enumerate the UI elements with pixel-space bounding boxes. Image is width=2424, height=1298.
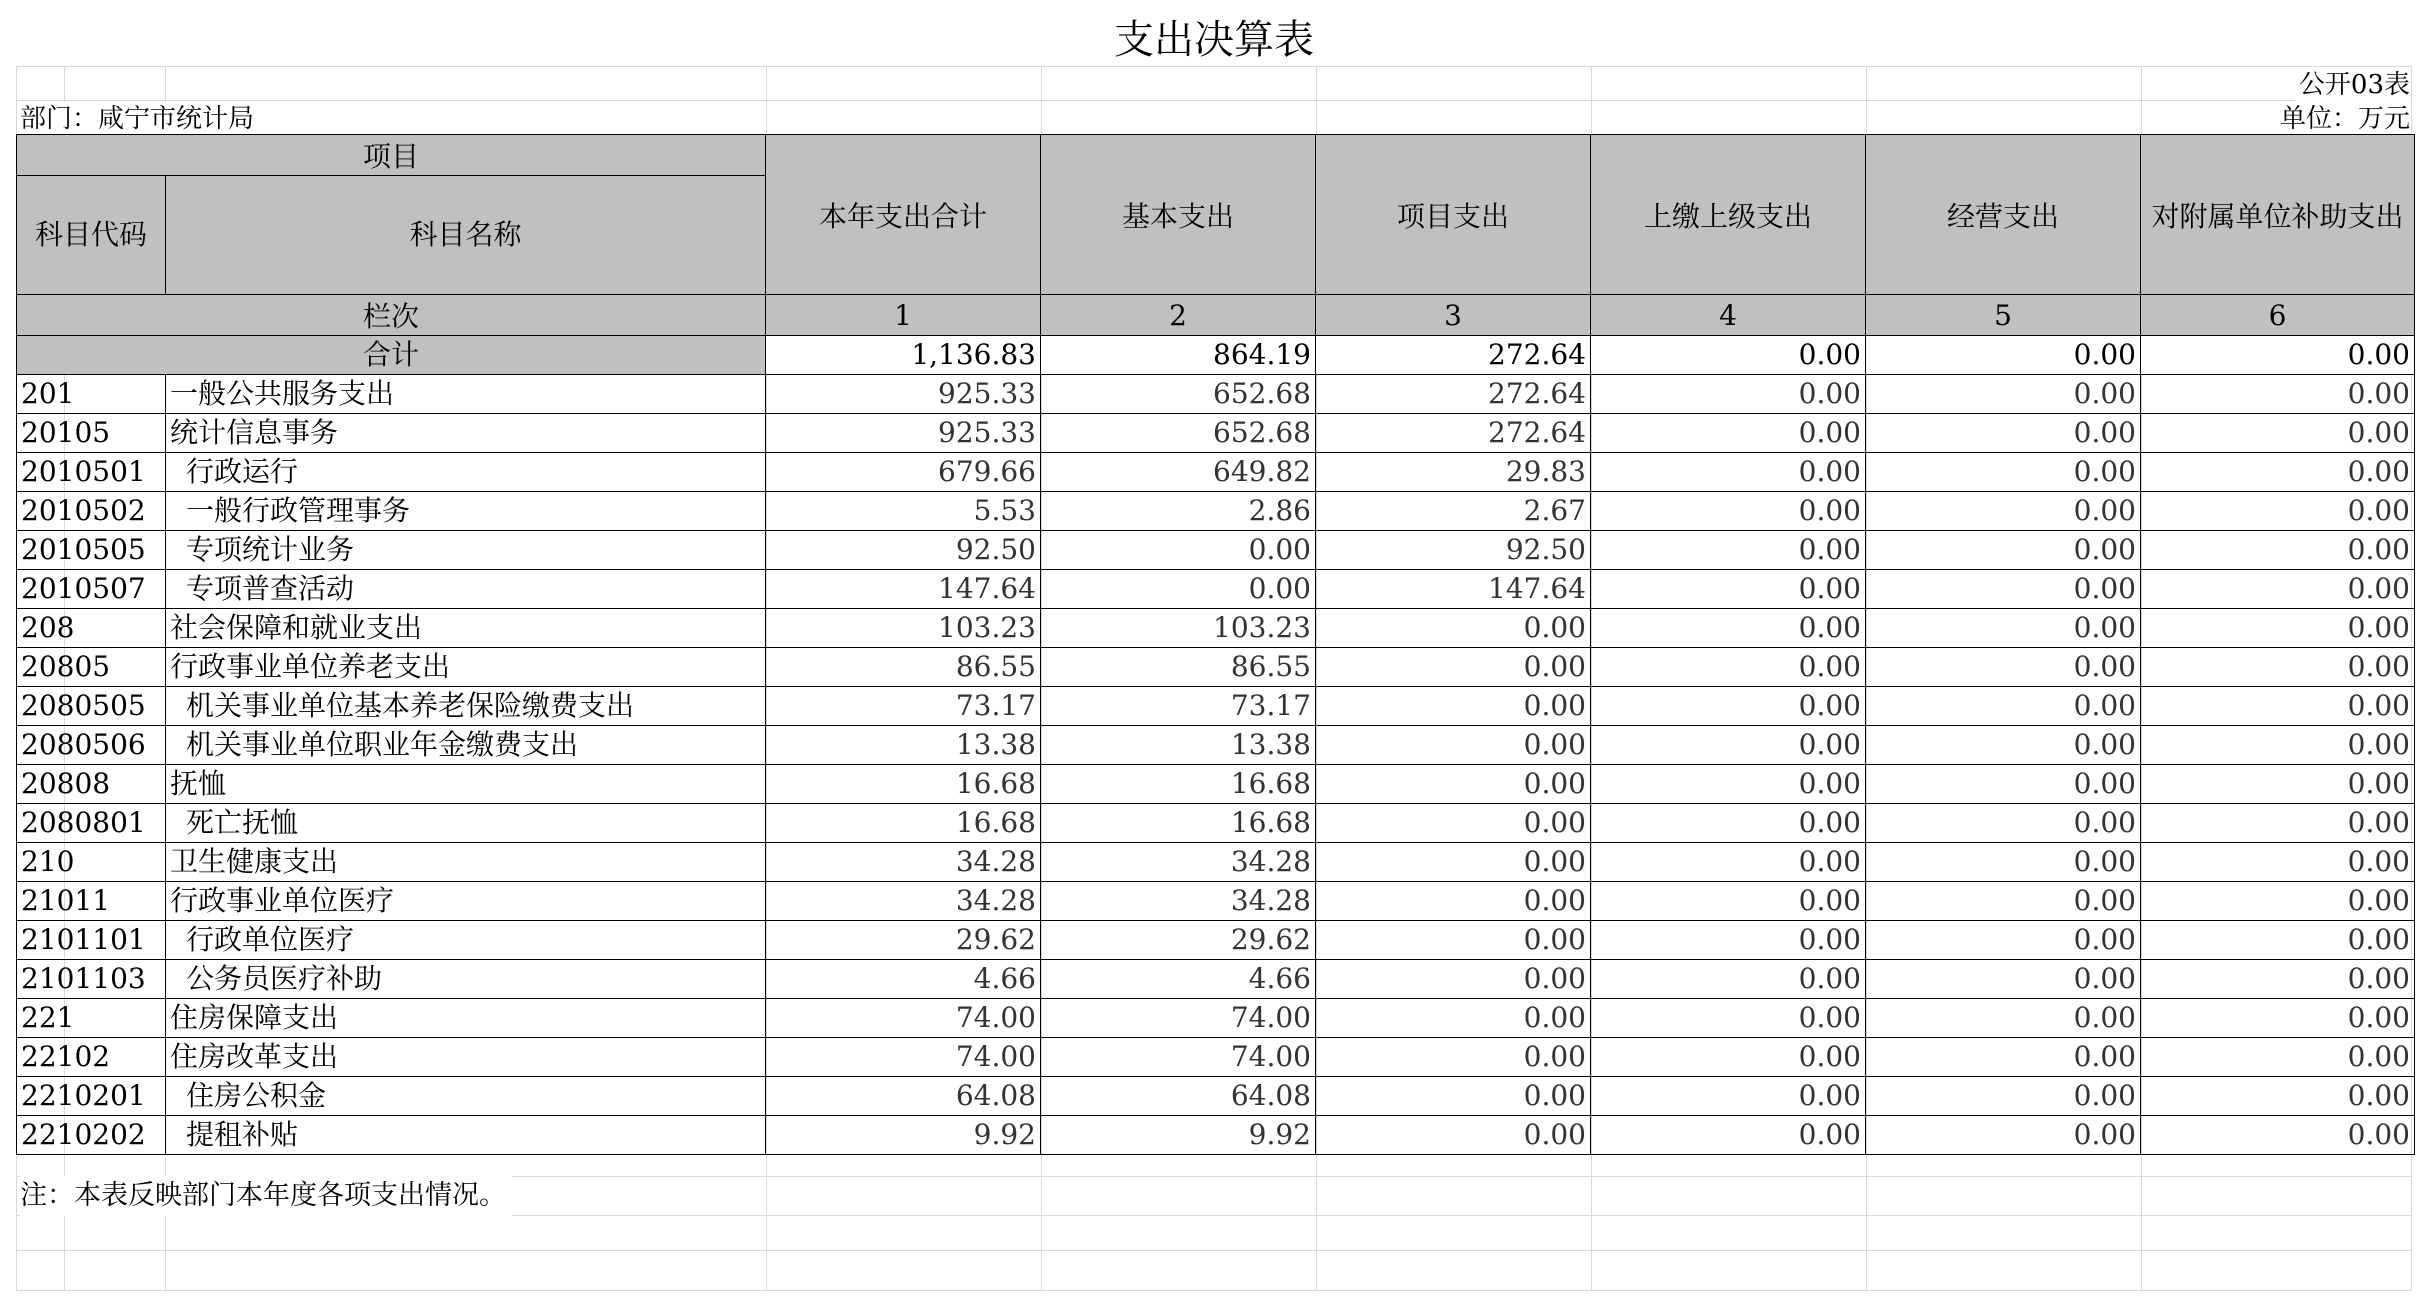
- amount-cell: 0.00: [1866, 960, 2141, 999]
- amount-cell: 0.00: [1866, 492, 2141, 531]
- total-label: 合计: [17, 336, 766, 375]
- total-value: 0.00: [2141, 336, 2415, 375]
- amount-cell: 0.00: [1591, 1077, 1866, 1116]
- amount-cell: 0.00: [1866, 882, 2141, 921]
- amount-cell: 34.28: [1041, 843, 1316, 882]
- expenditure-table: [16, 134, 2415, 1155]
- table-row: [17, 804, 2415, 843]
- table-row: [17, 999, 2415, 1038]
- amount-cell: 0.00: [1591, 648, 1866, 687]
- amount-cell: 0.00: [1591, 609, 1866, 648]
- amount-cell: 0.00: [2141, 999, 2415, 1038]
- subject-code: 22102: [17, 1038, 166, 1077]
- subject-name: 死亡抚恤: [166, 804, 766, 843]
- amount-cell: 0.00: [1591, 882, 1866, 921]
- header-index: 5: [1866, 295, 2141, 336]
- amount-cell: 0.00: [1866, 609, 2141, 648]
- amount-cell: 0.00: [2141, 726, 2415, 765]
- table-row: [17, 1038, 2415, 1077]
- header-index: 2: [1041, 295, 1316, 336]
- amount-cell: 0.00: [2141, 531, 2415, 570]
- amount-cell: 5.53: [766, 492, 1041, 531]
- amount-cell: 0.00: [2141, 492, 2415, 531]
- amount-cell: 0.00: [1591, 960, 1866, 999]
- subject-name: 行政事业单位医疗: [166, 882, 766, 921]
- amount-cell: 29.83: [1316, 453, 1591, 492]
- unit-label: 单位：万元: [2276, 102, 2410, 136]
- amount-cell: 0.00: [1041, 531, 1316, 570]
- subject-name: 行政单位医疗: [166, 921, 766, 960]
- amount-cell: 0.00: [1866, 804, 2141, 843]
- amount-cell: 16.68: [1041, 804, 1316, 843]
- amount-cell: 92.50: [1316, 531, 1591, 570]
- table-row: [17, 726, 2415, 765]
- amount-cell: 34.28: [1041, 882, 1316, 921]
- amount-cell: 0.00: [1591, 921, 1866, 960]
- amount-cell: 0.00: [2141, 375, 2415, 414]
- amount-cell: 34.28: [766, 882, 1041, 921]
- total-value: 0.00: [1591, 336, 1866, 375]
- amount-cell: 0.00: [1866, 1077, 2141, 1116]
- amount-cell: 0.00: [1591, 804, 1866, 843]
- header-col-subsidy: 对附属单位补助支出: [2141, 135, 2415, 295]
- amount-cell: 0.00: [1866, 375, 2141, 414]
- subject-name: 行政运行: [166, 453, 766, 492]
- subject-code: 2010507: [17, 570, 166, 609]
- subject-code: 208: [17, 609, 166, 648]
- amount-cell: 16.68: [1041, 765, 1316, 804]
- amount-cell: 649.82: [1041, 453, 1316, 492]
- subject-code: 20105: [17, 414, 166, 453]
- amount-cell: 0.00: [1866, 648, 2141, 687]
- subject-name: 一般公共服务支出: [166, 375, 766, 414]
- subject-name: 专项普查活动: [166, 570, 766, 609]
- header-col-project: 项目支出: [1316, 135, 1591, 295]
- amount-cell: 0.00: [1316, 921, 1591, 960]
- amount-cell: 86.55: [766, 648, 1041, 687]
- table-row: [17, 687, 2415, 726]
- amount-cell: 29.62: [1041, 921, 1316, 960]
- subject-code: 2080505: [17, 687, 166, 726]
- subject-code: 2010502: [17, 492, 166, 531]
- amount-cell: 2.67: [1316, 492, 1591, 531]
- amount-cell: 13.38: [1041, 726, 1316, 765]
- header-col-upper: 上缴上级支出: [1591, 135, 1866, 295]
- subject-code: 2101101: [17, 921, 166, 960]
- amount-cell: 103.23: [766, 609, 1041, 648]
- table-row: [17, 531, 2415, 570]
- subject-code: 20805: [17, 648, 166, 687]
- amount-cell: 74.00: [766, 1038, 1041, 1077]
- amount-cell: 0.00: [1316, 648, 1591, 687]
- amount-cell: 0.00: [1316, 1038, 1591, 1077]
- amount-cell: 925.33: [766, 375, 1041, 414]
- table-row: [17, 414, 2415, 453]
- amount-cell: 0.00: [1591, 375, 1866, 414]
- subject-code: 21011: [17, 882, 166, 921]
- amount-cell: 0.00: [1866, 1038, 2141, 1077]
- subject-name: 社会保障和就业支出: [166, 609, 766, 648]
- amount-cell: 0.00: [2141, 960, 2415, 999]
- table-row: [17, 921, 2415, 960]
- total-row: [17, 336, 2415, 375]
- subject-name: 统计信息事务: [166, 414, 766, 453]
- gridline: [16, 1250, 2412, 1251]
- amount-cell: 0.00: [1866, 453, 2141, 492]
- subject-code: 2080506: [17, 726, 166, 765]
- page-title: 支出决算表: [16, 14, 2412, 66]
- table-row: [17, 960, 2415, 999]
- amount-cell: 29.62: [766, 921, 1041, 960]
- amount-cell: 2.86: [1041, 492, 1316, 531]
- subject-name: 机关事业单位职业年金缴费支出: [166, 726, 766, 765]
- amount-cell: 0.00: [1591, 531, 1866, 570]
- amount-cell: 86.55: [1041, 648, 1316, 687]
- subject-name: 行政事业单位养老支出: [166, 648, 766, 687]
- amount-cell: 0.00: [1316, 804, 1591, 843]
- header-code: 科目代码: [17, 176, 166, 295]
- amount-cell: 74.00: [1041, 999, 1316, 1038]
- amount-cell: 0.00: [1591, 687, 1866, 726]
- table-row: [17, 609, 2415, 648]
- amount-cell: 0.00: [2141, 921, 2415, 960]
- amount-cell: 0.00: [1866, 843, 2141, 882]
- amount-cell: 34.28: [766, 843, 1041, 882]
- amount-cell: 272.64: [1316, 375, 1591, 414]
- subject-code: 2010505: [17, 531, 166, 570]
- amount-cell: 0.00: [1316, 843, 1591, 882]
- amount-cell: 0.00: [1591, 1116, 1866, 1155]
- subject-name: 住房公积金: [166, 1077, 766, 1116]
- amount-cell: 652.68: [1041, 375, 1316, 414]
- total-value: 0.00: [1866, 336, 2141, 375]
- table-row: [17, 453, 2415, 492]
- subject-name: 一般行政管理事务: [166, 492, 766, 531]
- subject-name: 专项统计业务: [166, 531, 766, 570]
- amount-cell: 0.00: [2141, 453, 2415, 492]
- header-index: 3: [1316, 295, 1591, 336]
- amount-cell: 4.66: [1041, 960, 1316, 999]
- subject-name: 卫生健康支出: [166, 843, 766, 882]
- amount-cell: 0.00: [2141, 882, 2415, 921]
- header-project: 项目: [17, 135, 766, 176]
- gridline: [16, 1290, 2412, 1291]
- table-row: [17, 843, 2415, 882]
- amount-cell: 64.08: [766, 1077, 1041, 1116]
- amount-cell: 92.50: [766, 531, 1041, 570]
- amount-cell: 925.33: [766, 414, 1041, 453]
- amount-cell: 0.00: [2141, 1038, 2415, 1077]
- amount-cell: 0.00: [1866, 765, 2141, 804]
- amount-cell: 0.00: [2141, 570, 2415, 609]
- amount-cell: 0.00: [1591, 570, 1866, 609]
- amount-cell: 0.00: [1866, 570, 2141, 609]
- amount-cell: 0.00: [1866, 999, 2141, 1038]
- subject-name: 抚恤: [166, 765, 766, 804]
- total-value: 864.19: [1041, 336, 1316, 375]
- table-row: [17, 492, 2415, 531]
- amount-cell: 0.00: [1866, 687, 2141, 726]
- subject-code: 2010501: [17, 453, 166, 492]
- total-value: 1,136.83: [766, 336, 1041, 375]
- amount-cell: 0.00: [2141, 414, 2415, 453]
- amount-cell: 0.00: [2141, 687, 2415, 726]
- amount-cell: 0.00: [1591, 1038, 1866, 1077]
- header-index: 1: [766, 295, 1041, 336]
- table-row: [17, 1077, 2415, 1116]
- amount-cell: 73.17: [1041, 687, 1316, 726]
- subject-name: 提租补贴: [166, 1116, 766, 1155]
- subject-name: 住房保障支出: [166, 999, 766, 1038]
- amount-cell: 0.00: [1866, 726, 2141, 765]
- subject-name: 住房改革支出: [166, 1038, 766, 1077]
- table-row: [17, 882, 2415, 921]
- amount-cell: 0.00: [2141, 843, 2415, 882]
- amount-cell: 0.00: [1316, 960, 1591, 999]
- amount-cell: 0.00: [1591, 726, 1866, 765]
- amount-cell: 0.00: [2141, 765, 2415, 804]
- amount-cell: 9.92: [1041, 1116, 1316, 1155]
- amount-cell: 0.00: [1866, 414, 2141, 453]
- header-index-label: 栏次: [17, 295, 766, 336]
- gridline: [16, 100, 2412, 101]
- subject-code: 221: [17, 999, 166, 1038]
- document-number: 公开03表: [2295, 68, 2410, 102]
- amount-cell: 147.64: [1316, 570, 1591, 609]
- header-col-total: 本年支出合计: [766, 135, 1041, 295]
- amount-cell: 652.68: [1041, 414, 1316, 453]
- subject-code: 2080801: [17, 804, 166, 843]
- amount-cell: 0.00: [1591, 765, 1866, 804]
- amount-cell: 0.00: [1591, 492, 1866, 531]
- subject-code: 201: [17, 375, 166, 414]
- amount-cell: 16.68: [766, 804, 1041, 843]
- subject-name: 公务员医疗补助: [166, 960, 766, 999]
- amount-cell: 0.00: [2141, 609, 2415, 648]
- subject-code: 2210202: [17, 1116, 166, 1155]
- footnote: 注：本表反映部门本年度各项支出情况。: [20, 1176, 512, 1216]
- amount-cell: 0.00: [1316, 609, 1591, 648]
- subject-name: 机关事业单位基本养老保险缴费支出: [166, 687, 766, 726]
- amount-cell: 679.66: [766, 453, 1041, 492]
- subject-code: 2210201: [17, 1077, 166, 1116]
- amount-cell: 16.68: [766, 765, 1041, 804]
- amount-cell: 147.64: [766, 570, 1041, 609]
- subject-code: 2101103: [17, 960, 166, 999]
- table-row: [17, 570, 2415, 609]
- amount-cell: 0.00: [1866, 921, 2141, 960]
- header-col-basic: 基本支出: [1041, 135, 1316, 295]
- amount-cell: 0.00: [2141, 1077, 2415, 1116]
- amount-cell: 64.08: [1041, 1077, 1316, 1116]
- subject-code: 210: [17, 843, 166, 882]
- subject-code: 20808: [17, 765, 166, 804]
- amount-cell: 73.17: [766, 687, 1041, 726]
- header-col-operation: 经营支出: [1866, 135, 2141, 295]
- amount-cell: 0.00: [1316, 999, 1591, 1038]
- amount-cell: 0.00: [2141, 1116, 2415, 1155]
- table-row: [17, 765, 2415, 804]
- amount-cell: 0.00: [1591, 999, 1866, 1038]
- department-label: 部门：咸宁市统计局: [20, 102, 258, 136]
- amount-cell: 0.00: [1591, 453, 1866, 492]
- amount-cell: 0.00: [2141, 804, 2415, 843]
- amount-cell: 0.00: [1591, 843, 1866, 882]
- header-index: 4: [1591, 295, 1866, 336]
- amount-cell: 0.00: [1316, 726, 1591, 765]
- amount-cell: 13.38: [766, 726, 1041, 765]
- table-row: [17, 1116, 2415, 1155]
- amount-cell: 0.00: [1316, 882, 1591, 921]
- amount-cell: 0.00: [1316, 1116, 1591, 1155]
- amount-cell: 74.00: [766, 999, 1041, 1038]
- amount-cell: 0.00: [2141, 648, 2415, 687]
- total-value: 272.64: [1316, 336, 1591, 375]
- amount-cell: 0.00: [1591, 414, 1866, 453]
- amount-cell: 0.00: [1866, 531, 2141, 570]
- amount-cell: 0.00: [1316, 1077, 1591, 1116]
- table-row: [17, 375, 2415, 414]
- amount-cell: 9.92: [766, 1116, 1041, 1155]
- amount-cell: 272.64: [1316, 414, 1591, 453]
- amount-cell: 0.00: [1866, 1116, 2141, 1155]
- amount-cell: 0.00: [1316, 765, 1591, 804]
- amount-cell: 0.00: [1316, 687, 1591, 726]
- amount-cell: 103.23: [1041, 609, 1316, 648]
- table-row: [17, 648, 2415, 687]
- amount-cell: 74.00: [1041, 1038, 1316, 1077]
- header-index: 6: [2141, 295, 2415, 336]
- amount-cell: 4.66: [766, 960, 1041, 999]
- amount-cell: 0.00: [1041, 570, 1316, 609]
- header-name: 科目名称: [166, 176, 766, 295]
- gridline: [16, 66, 2412, 67]
